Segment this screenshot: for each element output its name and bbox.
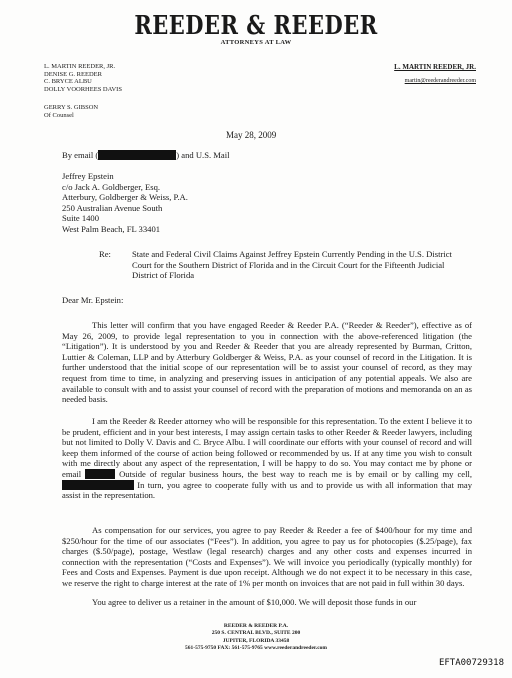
firm-subtitle: ATTORNEYS AT LAW — [220, 39, 292, 46]
re-label: Re: — [99, 249, 111, 259]
address-line: Atterbury, Goldberger & Weiss, P.A. — [62, 192, 188, 203]
address-line: Suite 1400 — [62, 213, 100, 224]
paragraph-text: I am the Reeder & Reeder attorney who will be responsible for this representation. To the extent I believe it to be prudent, efficient and in your best interests, I may assign certain tasks to other Reeder & Reeder lawyers, including but not limited to Dolly V. Davis and C. Bryce Albu. I will coordinate our efforts with your counsel of record and will keep them informed of the course of action being followed or recommended by us. If at any time you wish to consult with me directly about any aspect of the representation, I will be happy to do so. You may contact me by phone or email — [62, 416, 472, 479]
firm-logo: REEDER & REEDER — [134, 9, 378, 41]
counsel-title: Of Counsel — [44, 111, 74, 119]
redaction-block — [62, 480, 134, 490]
bates-number: EFTA00729318 — [438, 658, 504, 668]
paragraph-retainer: You agree to deliver us a retainer in the amount of $10,000. We will deposit those funds in our — [92, 597, 417, 607]
paragraph-compensation: As compensation for our services, you agree to pay Reeder & Reeder a fee of $400/hour for my time and $250/hour for the time of our associates (“Fees”). In addition, you agree to pay us for photocopies ($.25/page), fax charges ($.50/page), postage, Westlaw (legal research) charges and any other costs and expenses incurred in connection with the representation (“Costs and Expenses”). We will invoice you periodically (typically monthly) for Fees and Costs and Expenses. Payment is due upon receipt. Although we do not expect it to be necessary in this case, we reserve the right to charge interest at the rate of 1% per month on invoices that are not paid in full within 30 days. — [62, 525, 472, 588]
lawyer-name: DOLLY VOORHEES DAVIS — [44, 85, 122, 93]
salutation: Dear Mr. Epstein: — [62, 295, 124, 305]
footer-line: JUPITER, FLORIDA 33458 — [222, 637, 290, 644]
of-counsel — [44, 104, 98, 119]
counsel-name: GERRY S. GIBSON — [44, 104, 99, 111]
address-line: West Palm Beach, FL 33401 — [62, 223, 161, 234]
address-line: c/o Jack A. Goldberger, Esq. — [62, 181, 161, 192]
delivery-suffix: ) and U.S. Mail — [176, 150, 230, 160]
author-email: martin@reederandreeder.com — [404, 78, 476, 84]
author-name: L. MARTIN REEDER, JR. — [394, 63, 476, 71]
author-block — [356, 63, 476, 84]
letter-footer — [0, 623, 512, 653]
address-line: 250 Australian Avenue South — [62, 202, 163, 213]
footer-line: 250 S. CENTRAL BLVD., SUITE 200 — [211, 630, 301, 637]
redaction-block — [85, 469, 115, 479]
paragraph-text: Outside of regular business hours, the best way to reach me is by email or by calling my cell, — [119, 468, 472, 479]
paragraph-responsibility — [62, 416, 472, 501]
letter-date: May 28, 2009 — [226, 130, 277, 140]
recipient-address — [62, 171, 188, 235]
footer-line: REEDER & REEDER P.A. — [223, 623, 289, 629]
re-subject: State and Federal Civil Claims Against Jeffrey Epstein Currently Pending in the U.S. District Court for the Southern District of Florida and in the Circuit Court for the Fifteenth Judicial District of Florida — [132, 249, 452, 281]
redaction-block — [98, 150, 176, 160]
paragraph-text: In turn, you agree to cooperate fully with us and to provide us with all information that may assist in the representation. — [62, 479, 472, 501]
delivery-line — [62, 150, 230, 161]
lawyer-name: DENISE G. REEDER — [44, 70, 102, 78]
address-line: Jeffrey Epstein — [62, 171, 114, 181]
lawyer-name: C. BRYCE ALBU — [44, 78, 92, 86]
lawyer-name: L. MARTIN REEDER, JR. — [44, 63, 116, 70]
delivery-prefix: By email ( — [62, 150, 99, 160]
paragraph-engagement: This letter will confirm that you have engaged Reeder & Reeder P.A. (“Reeder & Reeder”), effective as of May 26, 2009, to provide legal representation to you in connection with the above-referenced litigation (the “Litigation”). It is understood by you and Reeder & Reeder that you are already represented by Burman, Critton, Luttier & Coleman, LLP and by Atterbury Goldberger & Weiss, P.A. as your counsel of record in the Litigation. It is further understood that the initial scope of our representation will be to assist your counsel of record, as they may request from time to time, in analyzing and preserving issues in anticipation of any potential appeals. We also are available to consult with and to assist your counsel of record with the preparation of motions and memoranda on an as needed basis. — [62, 320, 472, 405]
lawyer-list — [44, 63, 122, 93]
footer-line: 561-575-9750 FAX: 561-575-9765 www.reederandreeder.com — [184, 645, 327, 652]
